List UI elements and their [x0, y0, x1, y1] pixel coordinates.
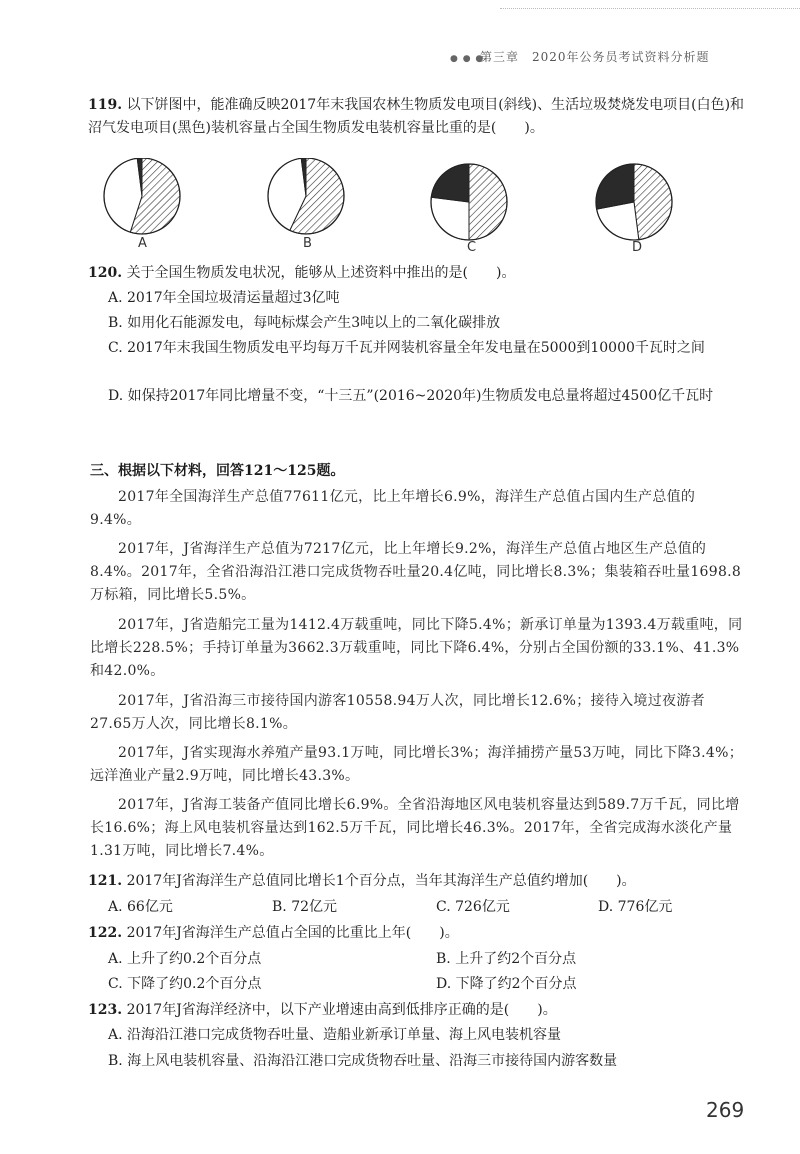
question-number: 120.: [88, 265, 123, 281]
question-119: [88, 94, 748, 140]
option-122-a: A. 上升了约0.2个百分点: [108, 951, 262, 967]
question-number: 121.: [88, 873, 123, 889]
question-123: [88, 999, 748, 1022]
material-paragraph-1: 2017年全国海洋生产总值77611亿元，比上年增长6.9%，海洋生产总值占国内生产总值的9.4%。: [90, 489, 696, 528]
option-123-b: B. 海上风电装机容量、沿海沿江港口完成货物吞吐量、沿海三市接待国内游客数量: [108, 1053, 618, 1069]
option-122-d: D. 下降了约2个百分点: [436, 976, 577, 992]
top-rule: [500, 8, 800, 11]
question-120: [88, 262, 748, 285]
running-header: [450, 48, 710, 65]
header-dots: ● ● ●: [450, 54, 485, 64]
question-121: [88, 870, 748, 893]
option-120-c: C. 2017年末我国生物质发电平均每万千瓦并网装机容量全年发电量在5000到10000千瓦时之间: [108, 340, 705, 356]
option-121-d: D. 776亿元: [598, 899, 673, 915]
option-122-c: C. 下降了约0.2个百分点: [108, 976, 262, 992]
chapter-title: 第三章 2020年公务员考试资料分析题: [480, 50, 710, 64]
option-120-d: D. 如保持2017年同比增量不变，“十三五”(2016~2020年)生物质发电总量将超过4500亿千瓦时: [108, 388, 714, 404]
question-text: 以下饼图中，能准确反映2017年末我国农林生物质发电项目(斜线)、生活垃圾焚烧发电项目(白色)和沼气发电项目(黑色)装机容量占全国生物质发电装机容量比重的是( )。: [88, 97, 745, 136]
pie-options: [90, 158, 750, 258]
pie-label-d: D: [632, 240, 643, 255]
question-number: 122.: [88, 925, 123, 941]
option-123-a: A. 沿海沿江港口完成货物吞吐量、造船业新承订单量、海上风电装机容量: [108, 1027, 562, 1043]
pie-c-slice-hatch: [469, 164, 507, 240]
pie-d-slice-hatch: [634, 164, 672, 240]
option-121-b: B. 72亿元: [272, 899, 338, 915]
pie-label-c: C: [467, 240, 477, 255]
material-paragraph-3: 2017年，J省造船完工量为1412.4万载重吨，同比下降5.4%；新承订单量为1393.4万载重吨，同比增长228.5%；手持订单量为3662.3万载重吨，同比下降6.4%，分别占全国份额的33.1%、41.3%和42.0%。: [90, 617, 743, 679]
question-text: 2017年J省海洋生产总值占全国的比重比上年( )。: [126, 925, 459, 941]
material-paragraph-5: 2017年，J省实现海水养殖产量93.1万吨，同比增长3%；海洋捕捞产量53万吨，同比下降3.4%；远洋渔业产量2.9万吨，同比增长43.3%。: [90, 745, 744, 784]
option-120-b: B. 如用化石能源发电，每吨标煤会产生3吨以上的二氧化碳排放: [108, 315, 501, 331]
pie-c-slice-white: [431, 197, 469, 240]
section-3-title: 三、根据以下材料，回答121～125题。: [90, 463, 345, 479]
question-122: [88, 922, 748, 945]
material-paragraph-2: 2017年，J省海洋生产总值为7217亿元，比上年增长9.2%，海洋生产总值占地区生产总值的8.4%。2017年，全省沿海沿江港口完成货物吞吐量20.4亿吨，同比增长8.3%；集装箱吞吐量1698.8万标箱，同比增长5.5%。: [90, 541, 742, 603]
option-122-b: B. 上升了约2个百分点: [436, 951, 577, 967]
question-text: 关于全国生物质发电状况，能够从上述资料中推出的是( )。: [126, 265, 516, 281]
question-number: 123.: [88, 1002, 123, 1018]
material-paragraph-4: 2017年，J省沿海三市接待国内游客10558.94万人次，同比增长12.6%；接待入境过夜游者27.65万人次，同比增长8.1%。: [90, 693, 705, 732]
option-121-c: C. 726亿元: [436, 899, 510, 915]
question-number: 119.: [88, 97, 123, 113]
option-120-a: A. 2017年全国垃圾清运量超过3亿吨: [108, 290, 340, 306]
pie-label-a: A: [138, 236, 147, 251]
material-paragraph-6: 2017年，J省海工装备产值同比增长6.9%。全省沿海地区风电装机容量达到589.7万千瓦，同比增长16.6%；海上风电装机容量达到162.5万千瓦，同比增长46.3%。2017年，全省完成海水淡化产量1.31万吨，同比增长7.4%。: [90, 797, 740, 859]
option-121-a: A. 66亿元: [108, 899, 173, 915]
question-text: 2017年J省海洋经济中，以下产业增速由高到低排序正确的是( )。: [126, 1002, 557, 1018]
pie-d-slice-black: [596, 164, 634, 209]
page-number: 269: [706, 1098, 745, 1122]
question-text: 2017年J省海洋生产总值同比增长1个百分点，当年其海洋生产总值约增加( )。: [126, 873, 636, 889]
pie-label-b: B: [303, 236, 312, 251]
